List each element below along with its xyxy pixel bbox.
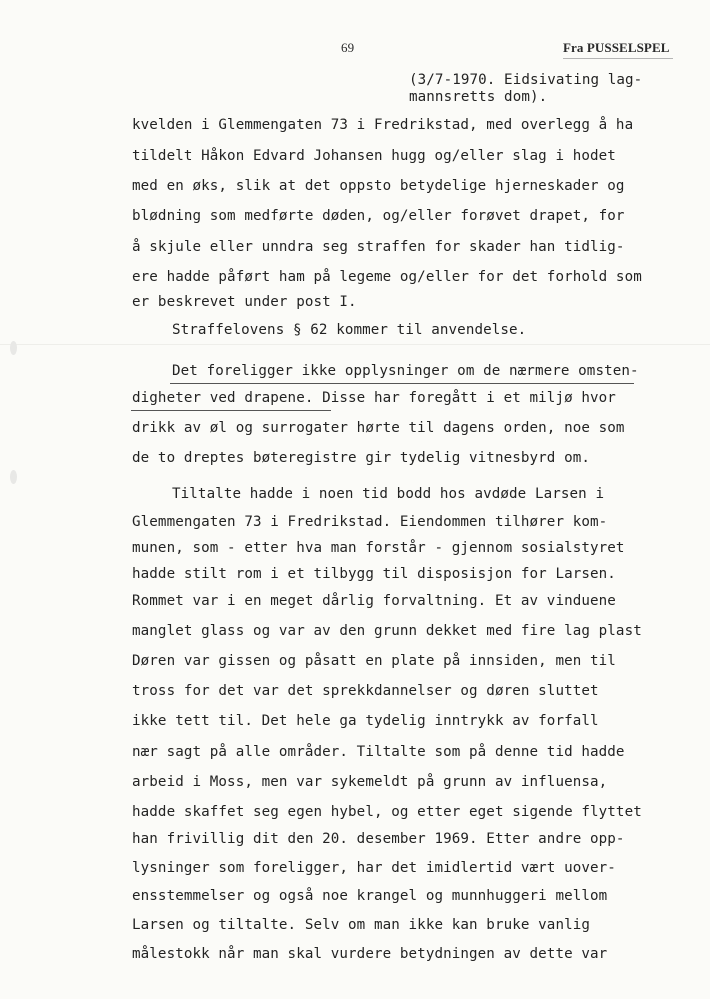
- body-line: ensstemmelser og også noe krangel og munnhuggeri mellom: [132, 888, 608, 904]
- body-line: han frivillig dit den 20. desember 1969. Etter andre opp-: [132, 831, 625, 847]
- body-line: munen, som - etter hva man forstår - gjennom sosialstyret: [132, 540, 625, 556]
- page-fold-line: [0, 344, 710, 345]
- date-note-line: mannsretts dom).: [409, 89, 548, 105]
- body-line: arbeid i Moss, men var sykemeldt på grunn av influensa,: [132, 774, 608, 790]
- date-note-line: (3/7-1970. Eidsivating lag-: [409, 72, 643, 88]
- body-line: hadde skaffet seg egen hybel, og etter eget sigende flyttet: [132, 804, 642, 820]
- punch-hole-mark: [10, 341, 17, 355]
- header-rule: [563, 58, 673, 59]
- body-line: Rommet var i en meget dårlig forvaltning. Et av vinduene: [132, 593, 616, 609]
- body-line: Tiltalte hadde i noen tid bodd hos avdøde Larsen i: [172, 486, 605, 502]
- body-line: Døren var gissen og påsatt en plate på innsiden, men til: [132, 653, 616, 669]
- body-line: ere hadde påført ham på legeme og/eller for det forhold som: [132, 269, 642, 285]
- body-line: tildelt Håkon Edvard Johansen hugg og/eller slag i hodet: [132, 148, 616, 164]
- handwritten-underline: [170, 383, 634, 384]
- body-line: hadde stilt rom i et tilbygg til disposisjon for Larsen.: [132, 566, 616, 582]
- body-line: de to dreptes bøteregistre gir tydelig vitnesbyrd om.: [132, 450, 591, 466]
- body-line: ikke tett til. Det hele ga tydelig inntrykk av forfall: [132, 713, 599, 729]
- body-line: Det foreligger ikke opplysninger om de nærmere omsten-: [172, 363, 639, 379]
- body-line: lysninger som foreligger, har det imidlertid vært uover-: [132, 860, 616, 876]
- body-line: målestokk når man skal vurdere betydningen av dette var: [132, 946, 608, 962]
- body-line: manglet glass og var av den grunn dekket med fire lag plast: [132, 623, 642, 639]
- body-line: med en øks, slik at det oppsto betydelige hjerneskader og: [132, 178, 625, 194]
- body-line: nær sagt på alle områder. Tiltalte som på denne tid hadde: [132, 744, 625, 760]
- page-number: 69: [341, 40, 355, 55]
- body-line: Straffelovens § 62 kommer til anvendelse.: [172, 322, 527, 338]
- body-line: kvelden i Glemmengaten 73 i Fredrikstad, med overlegg å ha: [132, 117, 634, 133]
- body-line: Glemmengaten 73 i Fredrikstad. Eiendommen tilhører kom-: [132, 514, 608, 530]
- body-line: drikk av øl og surrogater hørte til dagens orden, noe som: [132, 420, 625, 436]
- body-line: Larsen og tiltalte. Selv om man ikke kan bruke vanlig: [132, 917, 591, 933]
- body-line: er beskrevet under post I.: [132, 294, 357, 310]
- body-line: tross for det var det sprekkdannelser og døren sluttet: [132, 683, 599, 699]
- body-line: digheter ved drapene. Disse har foregått i et miljø hvor: [132, 390, 616, 406]
- body-line: å skjule eller unndra seg straffen for skader han tidlig-: [132, 239, 625, 255]
- source-label: Fra PUSSELSPEL: [563, 40, 670, 55]
- body-line: blødning som medførte døden, og/eller forøvet drapet, for: [132, 208, 625, 224]
- punch-hole-mark: [10, 470, 17, 484]
- handwritten-underline: [131, 410, 331, 411]
